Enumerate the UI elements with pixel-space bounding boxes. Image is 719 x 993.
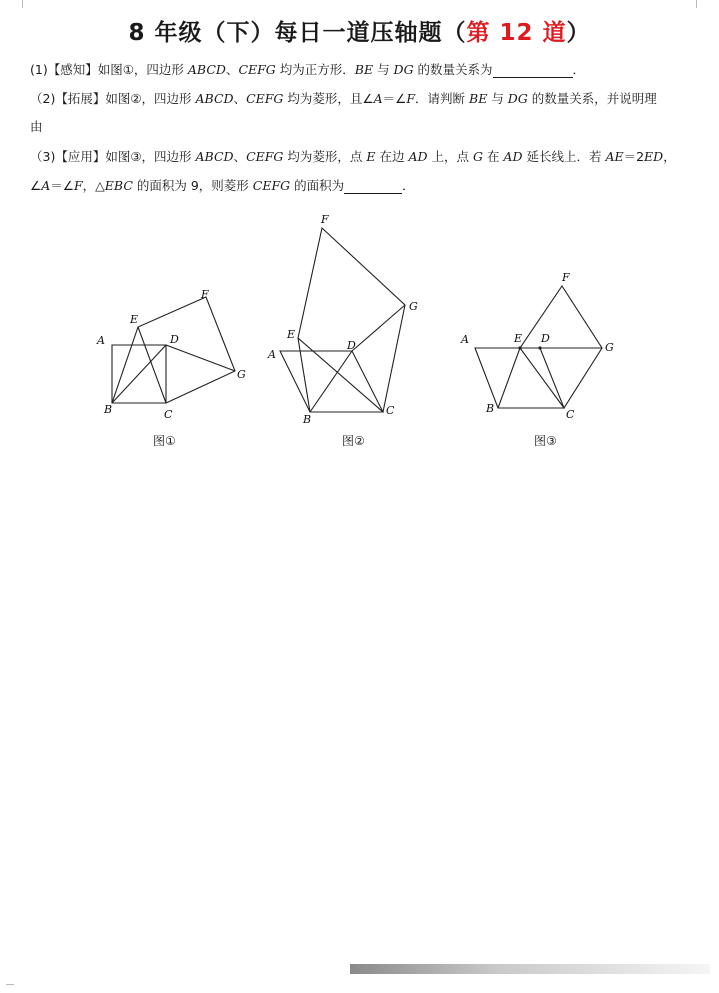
corner-mark-top-left [14,0,23,8]
question-1: (1)【感知】如图①，四边形 ABCD、CEFG 均为正方形．BE 与 DG 的数量关系为 ． [30,62,586,77]
fig2-label-d: D [347,339,356,352]
scroll-shadow [350,964,710,974]
fig2-label-f: F [321,213,329,226]
title-main: 8 年级（下）每日一道压轴题（ [128,20,467,46]
fig3-point-e [518,346,521,349]
figure-2-rhombi [264,208,434,428]
fig3-label-f: F [562,271,570,284]
figure-3-rhombi [456,268,626,423]
title-highlight: 第 12 道 [466,20,567,46]
fig3-label-g: G [605,341,614,354]
fig1-square-cefg [138,297,235,403]
fig1-segment-dg [166,345,235,371]
fig3-label-d: D [541,332,550,345]
fig1-label-e: E [130,313,139,326]
figure-1-squares [88,280,258,425]
fig2-rhombus-cefg [298,228,405,412]
fig3-segment-be [498,348,520,408]
fig3-rhombus-abcd [475,348,564,408]
answer-blank-3[interactable] [344,181,402,194]
question-3: （3)【应用】如图③，四边形 ABCD、CEFG 均为菱形，点 E 在边 AD 上，点 G 在 AD 延长线上．若 AE＝2ED， [30,149,676,164]
figure-3-caption: 图③ [534,434,557,448]
figure-2-caption: 图② [342,434,365,448]
fig3-label-e: E [514,332,523,345]
fig2-label-e: E [287,328,296,341]
question-2: （2)【拓展】如图②，四边形 ABCD、CEFG 均为菱形，且∠A＝∠F．请判断 BE 与 DG 的数量关系，并说明理 [30,91,657,106]
fig1-label-f: F [201,288,209,301]
fig3-label-a: A [461,333,469,346]
fig2-label-b: B [303,413,312,426]
fig3-point-d [538,346,541,349]
fig3-label-b: B [486,402,495,415]
answer-blank-1[interactable] [493,65,573,78]
question-2-line-2: 由 [30,119,43,134]
fig1-label-c: C [164,408,173,421]
fig2-label-g: G [409,300,418,313]
question-3-line-2: ∠A＝∠F，△EBC 的面积为 9，则菱形 CEFG 的面积为 ． [30,178,415,193]
page-title [0,14,719,47]
fig1-label-g: G [237,368,246,381]
fig1-segment-bd [112,345,166,403]
title-close: ） [566,20,591,46]
fig2-label-a: A [268,348,276,361]
fig1-label-d: D [170,333,179,346]
fig2-segment-bd [310,351,352,412]
corner-mark-top-right [696,0,705,8]
fig3-rhombus-cefg [520,286,602,408]
fig3-label-c: C [566,408,575,421]
fig1-label-b: B [104,403,113,416]
fig1-label-a: A [97,334,105,347]
fig1-segment-be [112,327,138,403]
fig2-label-c: C [386,404,395,417]
figure-1-caption: 图① [153,434,176,448]
